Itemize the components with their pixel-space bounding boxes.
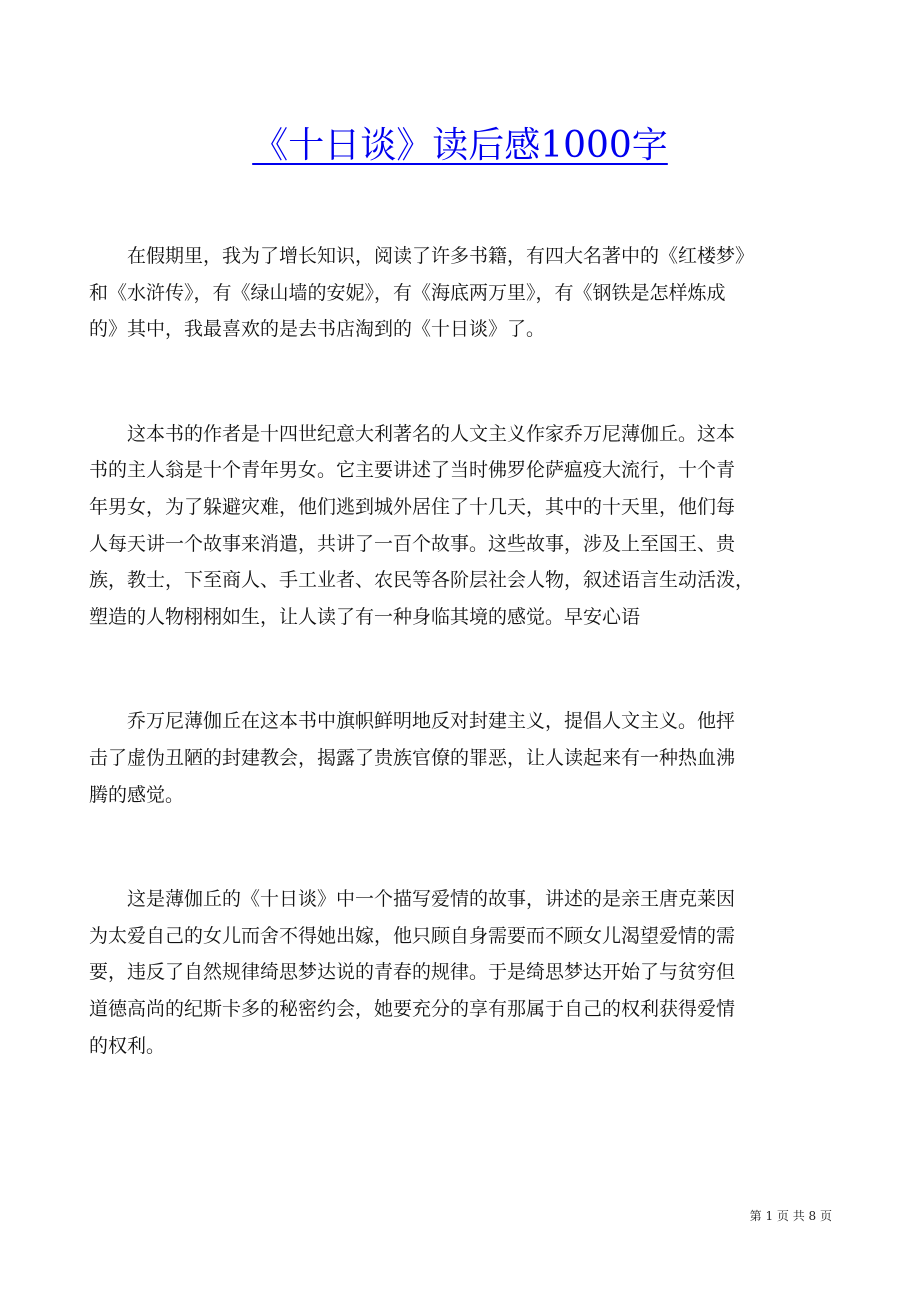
- document-title[interactable]: 《十日谈》读后感1000字: [252, 125, 668, 166]
- paragraph-spacer: [89, 813, 839, 881]
- paragraph-spacer: [89, 348, 839, 416]
- paragraph-line: 要，违反了自然规律绮思梦达说的青春的规律。于是绮思梦达开始了与贫穷但: [89, 961, 736, 984]
- paragraph-line: 道德高尚的纪斯卡多的秘密约会，她要充分的享有那属于自己的权利获得爱情: [89, 997, 736, 1020]
- document-title-link[interactable]: [0, 122, 920, 170]
- paragraph-line: 这本书的作者是十四世纪意大利著名的人文主义作家乔万尼薄伽丘。这本: [89, 422, 736, 445]
- paragraph-line: 这是薄伽丘的《十日谈》中一个描写爱情的故事，讲述的是亲王唐克莱因: [89, 888, 736, 911]
- paragraph-line: 击了虚伪丑陋的封建教会，揭露了贵族官僚的罪恶，让人读起来有一种热血沸: [89, 746, 736, 769]
- page-number-footer: 第 1 页 共 8 页: [749, 1209, 832, 1223]
- paragraph-line: 塑造的人物栩栩如生，让人读了有一种身临其境的感觉。早安心语: [89, 605, 641, 628]
- paragraph-spacer: [89, 635, 839, 703]
- paragraph-line: 的权利。: [89, 1034, 166, 1057]
- paragraph-line: 腾的感觉。: [89, 783, 185, 806]
- paragraph-line: 乔万尼薄伽丘在这本书中旗帜鲜明地反对封建主义，提倡人文主义。他抨: [89, 710, 736, 733]
- document-body: [89, 238, 839, 1064]
- paragraph-line: 和《水浒传》，有《绿山墙的安妮》，有《海底两万里》，有《钢铁是怎样炼成: [89, 281, 726, 304]
- paragraph-line: 人每天讲一个故事来消遣，共讲了一百个故事。这些故事，涉及上至国王、贵: [89, 532, 736, 555]
- paragraph-line: 族，教士，下至商人、手工业者、农民等各阶层社会人物，叙述语言生动活泼，: [89, 569, 755, 592]
- paragraph-line: 的》其中，我最喜欢的是去书店淘到的《十日谈》了。: [89, 318, 546, 341]
- paragraph-3: [89, 703, 839, 813]
- paragraph-2: [89, 416, 839, 636]
- paragraph-4: [89, 881, 839, 1064]
- paragraph-line: 在假期里，我为了增长知识，阅读了许多书籍，有四大名著中的《红楼梦》: [89, 245, 755, 267]
- paragraph-1: [89, 238, 839, 348]
- paragraph-line: 年男女，为了躲避灾难，他们逃到城外居住了十几天，其中的十天里，他们每: [89, 495, 736, 518]
- paragraph-line: 书的主人翁是十个青年男女。它主要讲述了当时佛罗伦萨瘟疫大流行，十个青: [89, 459, 736, 482]
- paragraph-line: 为太爱自己的女儿而舍不得她出嫁，他只顾自身需要而不顾女儿渴望爱情的需: [89, 924, 736, 947]
